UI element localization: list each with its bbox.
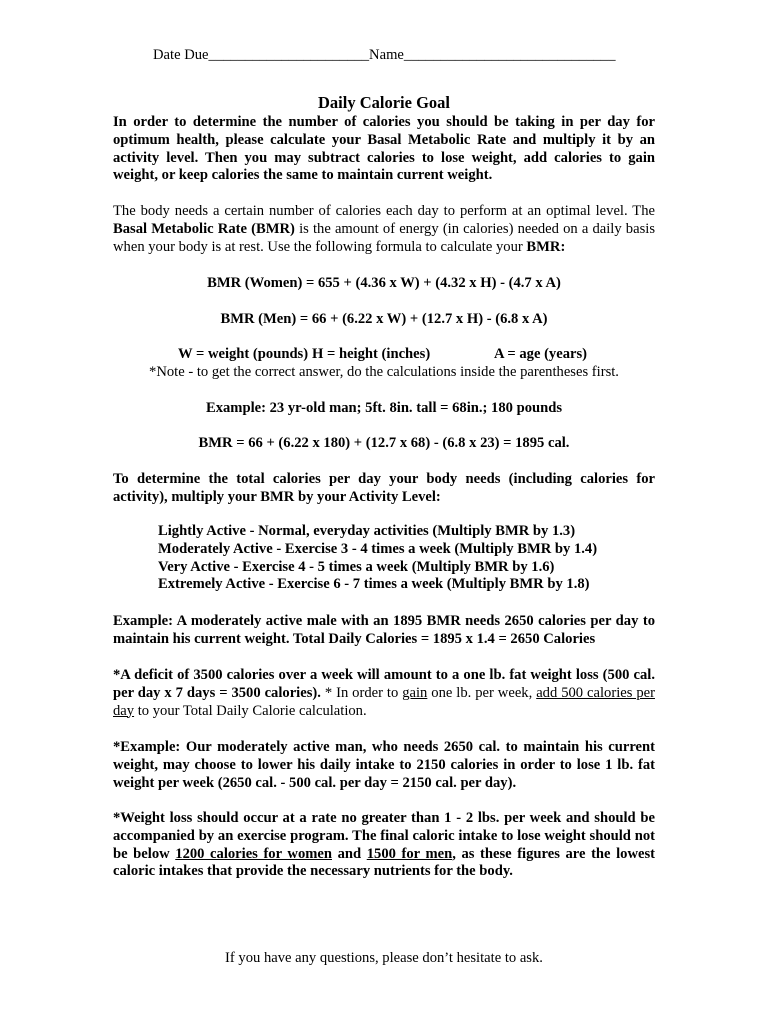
activity-level-item: Very Active - Exercise 4 - 5 times a week (Multiply BMR by 1.6) xyxy=(158,558,555,575)
deficit-text-2: one lb. per week, xyxy=(427,684,537,701)
deficit-paragraph xyxy=(113,667,655,720)
deficit-add-underlined: add 500 calories per day xyxy=(113,684,655,719)
footer-note: If you have any questions, please don’t hesitate to ask. xyxy=(225,950,543,966)
intro-paragraph: In order to determine the number of calories you should be taking in per day for optimum health, please calculate your Basal Metabolic Rate and multiply it by an activity level. Then you may subtract calories to lose weight, add calories to gain weight, or keep calories the same to maintain current weight. xyxy=(113,114,655,184)
deficit-text-3: to your Total Daily Calorie calculation. xyxy=(134,702,367,719)
bmr-abbrev: BMR: xyxy=(526,238,566,255)
deficit-gain-underlined: gain xyxy=(402,684,428,701)
weightloss-text-3: , as these figures are the lowest caloric intakes that provide the necessary nutrients for the body. xyxy=(113,845,656,880)
weight-loss-paragraph xyxy=(113,810,655,881)
variable-h: H = height (inches) xyxy=(312,346,431,362)
header-line xyxy=(153,47,616,65)
example-bmr-input: Example: 23 yr-old man; 5ft. 8in. tall = 68in.; 180 pounds xyxy=(205,400,563,416)
bmr-text-2: is the amount of energy (in calories) needed on a daily basis when your body is at rest. Use the following formula to calculate your xyxy=(113,220,655,255)
weightloss-text-1: *Weight loss should occur at a rate no greater than 1 - 2 lbs. per week and should be accompanied by an exercise program. The final caloric intake to lose weight should not be below xyxy=(113,810,655,862)
deficit-bold-text: *A deficit of 3500 calories over a week will amount to a one lb. fat weight loss (500 cal. per day x 7 days = 3500 calories). xyxy=(113,667,655,701)
variable-w: W = weight (pounds) xyxy=(178,346,309,362)
deficit-text-1: * In order to xyxy=(320,684,403,701)
variable-a: A = age (years) xyxy=(494,346,588,362)
date-due-blank: ______________________ xyxy=(208,47,370,63)
total-calories-paragraph: To determine the total calories per day your body needs (including calories for activity), multiply your BMR by your Activity Level: xyxy=(113,471,655,505)
formula-women: BMR (Women) = 655 + (4.36 x W) + (4.32 x H) - (4.7 x A) xyxy=(207,275,561,291)
calculation-note: *Note - to get the correct answer, do the calculations inside the parentheses first. xyxy=(149,364,619,380)
bmr-term: Basal Metabolic Rate (BMR) xyxy=(113,220,295,237)
example-weight-loss: *Example: Our moderately active man, who needs 2650 cal. to maintain his current weight, may choose to lower his daily intake to 2150 calories in order to lose 1 lb. fat weight per week (2650 cal. - 500 cal. per day = 2150 cal. per day). xyxy=(113,739,655,791)
weightloss-text-2: and xyxy=(332,845,367,862)
bmr-text-1: The body needs a certain number of calories each day to perform at an optimal level. The xyxy=(113,203,655,219)
name-blank: _____________________________ xyxy=(403,47,616,63)
example-total-calories: Example: A moderately active male with an 1895 BMR needs 2650 calories per day to maintain his current weight. Total Daily Calories = 1895 x 1.4 = 2650 Calories xyxy=(113,613,655,647)
bmr-paragraph xyxy=(113,203,655,256)
example-bmr-calculation: BMR = 66 + (6.22 x 180) + (12.7 x 68) - (6.8 x 23) = 1895 cal. xyxy=(198,435,570,451)
activity-level-item: Moderately Active - Exercise 3 - 4 times a week (Multiply BMR by 1.4) xyxy=(158,540,598,557)
date-due-label: Date Due xyxy=(153,47,209,63)
activity-level-item: Lightly Active - Normal, everyday activities (Multiply BMR by 1.3) xyxy=(158,523,576,539)
formula-men: BMR (Men) = 66 + (6.22 x W) + (12.7 x H) - (6.8 x A) xyxy=(220,311,548,327)
page-title: Daily Calorie Goal xyxy=(318,93,450,112)
name-label: Name xyxy=(369,47,404,63)
activity-level-list xyxy=(158,523,597,594)
variable-definitions xyxy=(178,346,587,364)
minimum-women-underlined: 1200 calories for women xyxy=(175,845,332,862)
activity-level-item: Extremely Active - Exercise 6 - 7 times a week (Multiply BMR by 1.8) xyxy=(158,576,590,593)
minimum-men-underlined: 1500 for men xyxy=(366,845,453,862)
